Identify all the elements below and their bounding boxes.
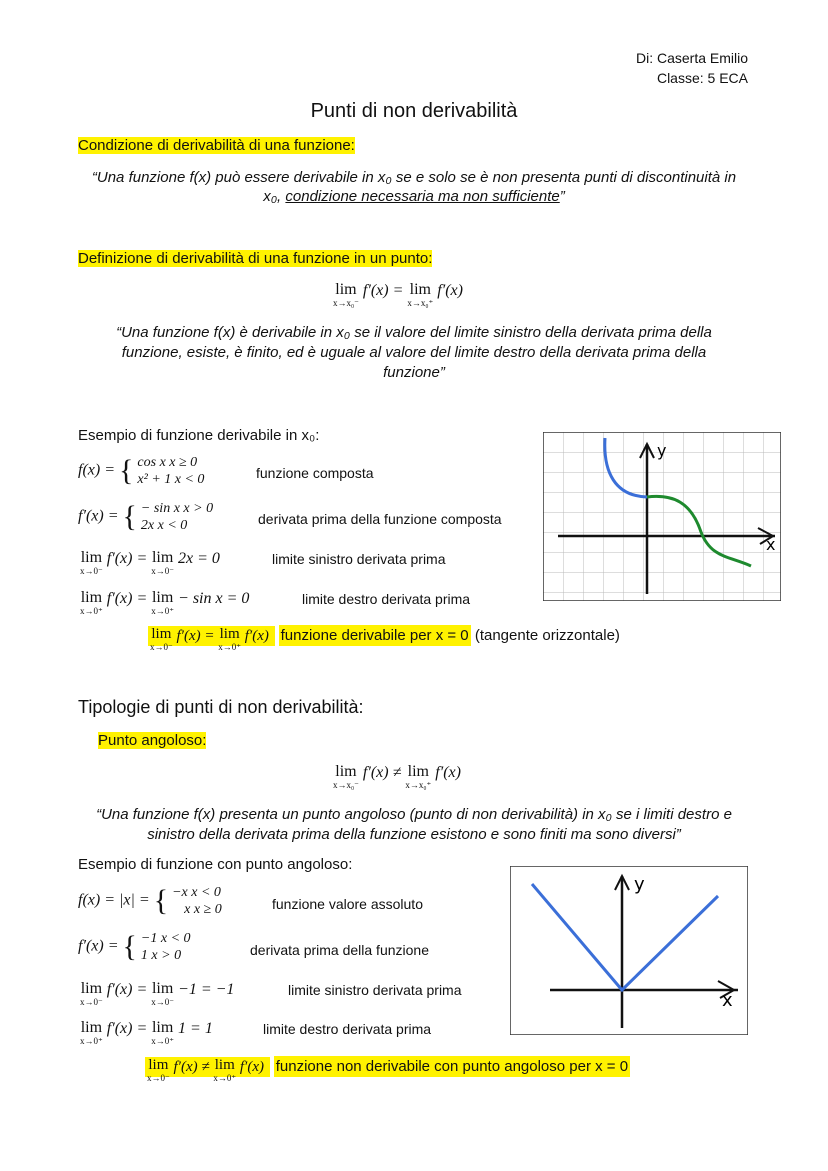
example1-left-limit: [80, 550, 220, 576]
definition-quote-line2: funzione, esiste, è finito, ed è uguale al valore del limite destro della derivata prima della: [121, 344, 707, 361]
lim-sub: x→0⁻: [147, 1073, 170, 1083]
definition-quote-line3: funzione”: [383, 364, 445, 381]
lim-sub: x→0⁺: [151, 1036, 175, 1046]
expr: f′(x) =: [106, 590, 148, 607]
example1-graph: [543, 432, 781, 601]
example1-right-limit: [80, 590, 249, 616]
example2-left-desc: limite sinistro derivata prima: [288, 982, 462, 998]
f-case2: x² + 1 x < 0: [137, 472, 205, 487]
example2-right-desc: limite destro derivata prima: [263, 1021, 432, 1037]
lim-label: lim: [151, 1019, 174, 1036]
example2-function: [78, 884, 222, 918]
conclusion-desc: funzione derivabile per x = 0: [280, 627, 469, 644]
example2-right-limit: [80, 1020, 213, 1046]
brace: {: [122, 930, 137, 963]
fp-case2: 1 x > 0: [140, 948, 182, 963]
corner-formula: [333, 764, 461, 790]
lim-label: lim: [214, 1057, 235, 1073]
lim-sub: x→0⁻: [150, 642, 173, 652]
expr: f′(x) =: [106, 981, 148, 998]
brace: {: [153, 884, 169, 917]
f-case2: x x ≥ 0: [184, 902, 222, 917]
section-heading-definition: Definizione di derivabilità di una funzione in un punto:: [78, 250, 433, 267]
expr: f′(x): [239, 1059, 264, 1075]
lim-label: lim: [80, 589, 103, 606]
example1-derivative: [78, 500, 213, 534]
rhs: − sin x = 0: [178, 590, 250, 607]
lim-sub: x→0⁺: [80, 1036, 103, 1046]
quote-necessary: condizione necessaria ma non sufficiente: [285, 188, 560, 205]
lim-label: lim: [407, 763, 429, 780]
lim-label: lim: [151, 626, 172, 642]
conclusion-formula: [148, 626, 275, 652]
lim-sub-left: x→x₀⁻: [333, 298, 359, 308]
example1-function: [78, 454, 204, 488]
subheading-corner-point: Punto angoloso:: [98, 732, 207, 749]
lim-sub-left: x→x₀⁻: [333, 780, 359, 790]
lim-label: lim: [80, 980, 103, 997]
rhs: 2x = 0: [178, 550, 220, 567]
lim-sub: x→0⁻: [80, 566, 103, 576]
brace: {: [122, 500, 137, 533]
lim-sub: x→0⁻: [151, 566, 175, 576]
y-label: y: [634, 874, 645, 895]
example1-conclusion: [148, 627, 620, 652]
f-case1: −x x < 0: [172, 885, 221, 900]
f-case1: cos x x ≥ 0: [137, 455, 198, 470]
lim-sub: x→0⁺: [80, 606, 103, 616]
fp-case1: −1 x < 0: [140, 931, 191, 946]
formula-lhs: f′(x) =: [362, 282, 404, 299]
example1-right-desc: limite destro derivata prima: [302, 591, 471, 607]
example1-f-desc: funzione composta: [256, 465, 374, 481]
fp-lhs: f′(x) =: [78, 507, 119, 525]
lim-sub: x→0⁺: [213, 1073, 237, 1083]
lim-label: lim: [219, 626, 240, 642]
lim-label: lim: [151, 549, 174, 566]
brace: {: [119, 454, 134, 487]
definition-formula: [333, 282, 463, 308]
lim-label: lim: [80, 1019, 103, 1036]
example1-left-desc: limite sinistro derivata prima: [272, 551, 446, 567]
corner-quote-line2: sinistro della derivata prima della funzione esistono e sono finiti ma sono diversi”: [147, 826, 681, 843]
f-lhs: f(x) = |x| =: [78, 891, 150, 909]
x-label: x: [722, 990, 733, 1011]
lim-label: lim: [151, 980, 174, 997]
example2-fp-desc: derivata prima della funzione: [250, 942, 429, 958]
example2-heading: Esempio di funzione con punto angoloso:: [78, 856, 353, 873]
f-lhs: f(x) =: [78, 461, 115, 479]
expr: f′(x) =: [176, 628, 215, 644]
example1-heading: Esempio di funzione derivabile in x₀:: [78, 427, 320, 444]
conclusion-note: (tangente orizzontale): [474, 627, 620, 644]
lim-sub: x→0⁻: [151, 997, 175, 1007]
expr: f′(x) =: [106, 1020, 148, 1037]
example2-left-limit: [80, 981, 234, 1007]
example2-derivative: [78, 930, 191, 964]
lim-label: lim: [80, 549, 103, 566]
quote-close: ”: [559, 188, 565, 205]
x-label: x: [766, 535, 776, 554]
lim-sub: x→0⁺: [218, 642, 241, 652]
conclusion-desc: funzione non derivabile con punto angoloso per x = 0: [275, 1058, 629, 1075]
condition-quote-line2: [0, 188, 828, 205]
lim-label: lim: [148, 1057, 169, 1073]
example1-fp-desc: derivata prima della funzione composta: [258, 511, 502, 527]
expr: f′(x) =: [106, 550, 148, 567]
lim-label: lim: [151, 589, 174, 606]
formula-lhs: f′(x) ≠: [362, 764, 402, 781]
expr: f′(x): [244, 628, 269, 644]
section-heading-types: Tipologie di punti di non derivabilità:: [78, 697, 364, 717]
condition-quote-line1: “Una funzione f(x) può essere derivabile in x₀ se e solo se è non presenta punti di discontinuità in: [91, 169, 737, 186]
example2-f-desc: funzione valore assoluto: [272, 896, 423, 912]
lim-label: lim: [409, 281, 431, 298]
definition-quote-line1: “Una funzione f(x) è derivabile in x₀ se il valore del limite sinistro della derivata prima della: [116, 324, 712, 341]
fp-lhs: f′(x) =: [78, 937, 119, 955]
lim-sub-right: x→x₀⁺: [405, 780, 432, 790]
lim-sub: x→0⁻: [80, 997, 103, 1007]
example2-conclusion: [145, 1058, 630, 1083]
corner-quote-line1: “Una funzione f(x) presenta un punto angoloso (punto di non derivabilità) in x₀ se i limiti destro e: [96, 806, 732, 823]
author: Di: Caserta Emilio: [635, 50, 748, 66]
rhs: 1 = 1: [178, 1020, 213, 1037]
graph-frame: [510, 866, 748, 1035]
lim-label: lim: [335, 281, 357, 298]
formula-rhs: f′(x): [435, 764, 461, 781]
quote-x0: x₀,: [263, 188, 282, 205]
lim-sub-right: x→x₀⁺: [407, 298, 434, 308]
section-heading-condition: Condizione di derivabilità di una funzione:: [78, 137, 355, 154]
expr: f′(x) ≠: [173, 1059, 210, 1075]
formula-rhs: f′(x): [437, 282, 463, 299]
class-label: Classe: 5 ECA: [656, 70, 748, 86]
lim-sub: x→0⁺: [151, 606, 175, 616]
rhs: −1 = −1: [178, 981, 235, 998]
fp-case2: 2x x < 0: [140, 518, 188, 533]
y-label: y: [657, 441, 667, 460]
example2-graph: [510, 866, 748, 1035]
conclusion-formula: [145, 1057, 270, 1083]
page-title: Punti di non derivabilità: [310, 100, 518, 122]
fp-case1: − sin x x > 0: [140, 501, 214, 516]
lim-label: lim: [335, 763, 357, 780]
